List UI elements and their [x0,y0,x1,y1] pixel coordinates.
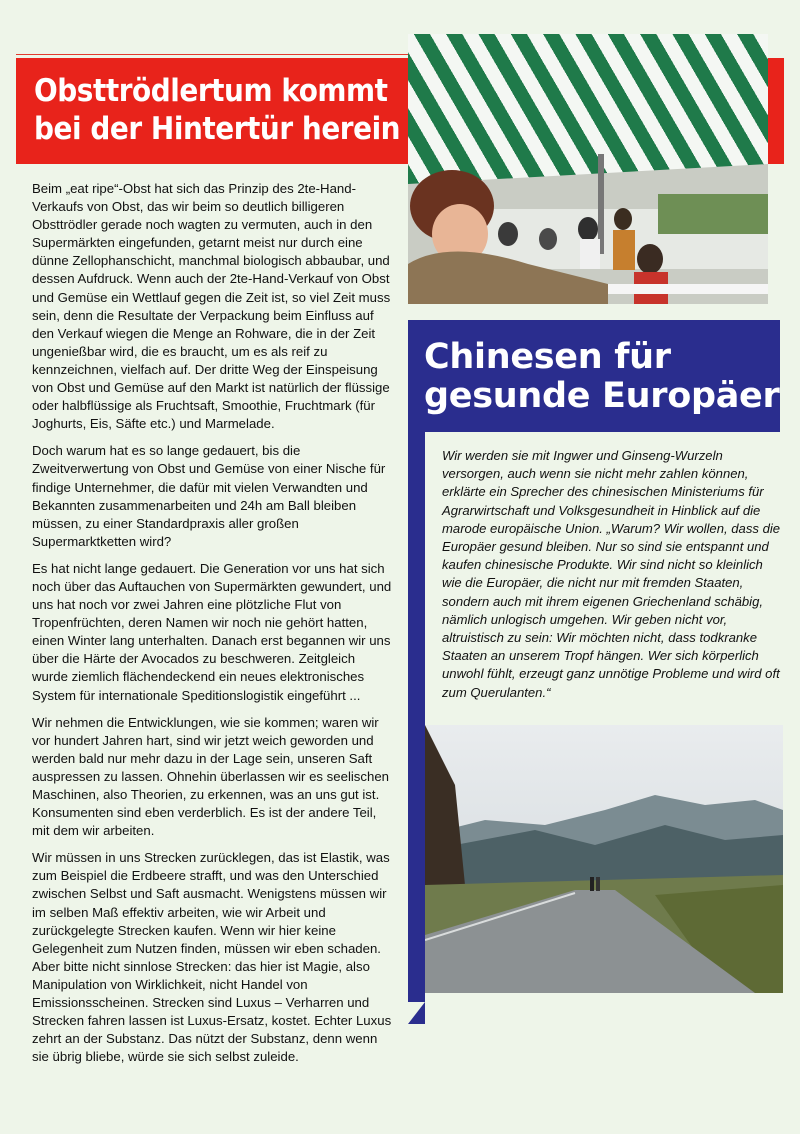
sidebar-title-line-2: gesunde Europäer [424,376,780,416]
sidebar-title-line-1: Chinesen für [424,337,671,377]
headline-accent-strip [767,58,784,164]
paragraph: Es hat nicht lange gedauert. Die Generation vor uns hat sich noch über das Auftauchen von Supermärkten gewundert, und uns hat noch vor zwei Jahren eine plötzliche Flut von Tropenfrüchten, deren Namen wir noch nie gehört hatten, einen Winter lang unterhalten. Danach erst begannen wir uns über die Härte der Avocados zu beschweren. Zeitgleich wurde ziemlich flächendeckend ein neues elektronisches System für internationale Speditionslogistik eingeführt ... [32,560,392,703]
paragraph: Doch warum hat es so lange gedauert, bis die Zweitverwertung von Obst und Gemüse von einer Nische für findige Unternehmer, die dafür mit vielen Verwandten und Bekannten zusammenarbeiten und 24h am Ball bleiben müssen, zu einer Standardpraxis aller großen Supermarktketten wird? [32,443,386,549]
sidebar-quote [442,447,784,702]
sidebar-bar-corner [408,1002,425,1024]
paragraph: Wir nehmen die Entwicklungen, wie sie kommen; waren wir vor hundert Jahren hart, sind wir jetzt weich geworden und werden bald nur mehr dazu in der Lage sein, unseren Saft auspressen zu lassen. Ohnehin überlassen wir es seelischen Maschinen, also Theorien, zu erkennen, was an uns gut ist. Konsumenten sind eben verderblich. Es ist der andere Teil, mit dem wir arbeiten. [32,714,389,839]
headline-box [16,58,408,164]
paragraph: Wir müssen in uns Strecken zurücklegen, das ist Elastik, was zum Beispiel die Erdbeere strafft, und was den Unterschied zwischen Selbst und Saft ausmacht. Wenigstens müssen wir im selben Maß effektiv arbeiten, wie wir Arbeit und zurückgelegte Strecken kaufen. Wenn wir hier keine Gelegenheit zum Nutzen finden, müssen wir eben schaden. Aber bitte nicht sinnlose Strecken: das hier ist Magie, also Manipulation von Wirklichkeit, nicht Handel von Emissionsscheinen. Strecken sind Luxus – Verharren und Strecken fahren lassen ist Luxus-Ersatz, kostet. Echter Luxus zehrt an der Substanz. Das nützt der Substanz, denn wenn sie übrig bliebe, würde sie sich selbst zuleide. [32,850,392,1065]
mountain-road-photo [425,725,783,993]
headline-line-2: bei der Hintertür herein [34,111,401,147]
market-tent-illustration [408,34,768,304]
market-tent-photo [408,34,768,304]
quote-text: Wir werden sie mit Ingwer und Ginseng-Wurzeln versorgen, auch wenn sie nicht mehr zahlen können, erklärte ein Sprecher des chinesischen Ministeriums für Agrarwirtschaft und Volksgesundheit in Hinblick auf die marode europäische Union. „Warum? Wir wollen, dass die Europäer gesund bleiben. Nur so sind sie entspannt und kaufen chinesische Produkte. Wir sind nicht so kleinlich wie die Europäer, die nicht nur mit fremden Staaten, sondern auch mit ihrem eigenen Griechenland schäbig, nämlich unlogisch umgehen. Wir geben nicht vor, altruistisch zu sein: Wir möchten nicht, dass todkranke Staaten an unserem Tropf hängen. Wer sich körperlich unwohl fühlt, erzeugt ganz unnötige Probleme und wird oft zum Querulanten.“ [442,448,781,700]
article-body [32,180,394,1075]
top-rule [16,54,408,55]
sidebar-accent-bar [408,432,425,1024]
headline [34,72,401,148]
mountain-road-illustration [425,725,783,993]
sidebar-title-box [408,320,780,432]
paragraph: Beim „eat ripe“-Obst hat sich das Prinzip des 2te-Hand-Verkaufs von Obst, das wir beim so deutlich billigeren Obsttrödler gerade noch wagten zu vermuten, auch in den Supermärkten eingefunden, getarnt meist nur durch eine dünne Zellophanschicht, manchmal biologisch abbaubar, und dessen Aufdruck. Wenn auch der 2te-Hand-Verkauf von Obst und Gemüse ein Wettlauf gegen die Zeit ist, so viel Zeit muss sein, denn die Resultate der Verpackung beim Einfluss auf den Verkauf wiegen die Menge an Rohware, die in der Zeit ungenießbar wird, die es braucht, um es als reif zu kennzeichnen, vielfach auf. Der dritte Weg der Einspeisung von Obst und Gemüse auf den Markt ist natürlich der flüssige oder halbflüssige als Fruchtsaft, Smoothie, Fruchtmark (für Joghurts, Eis, Säfte etc.) und Marmelade. [32,181,391,432]
headline-line-1: Obsttrödlertum kommt [34,73,388,109]
sidebar-title [424,338,780,416]
